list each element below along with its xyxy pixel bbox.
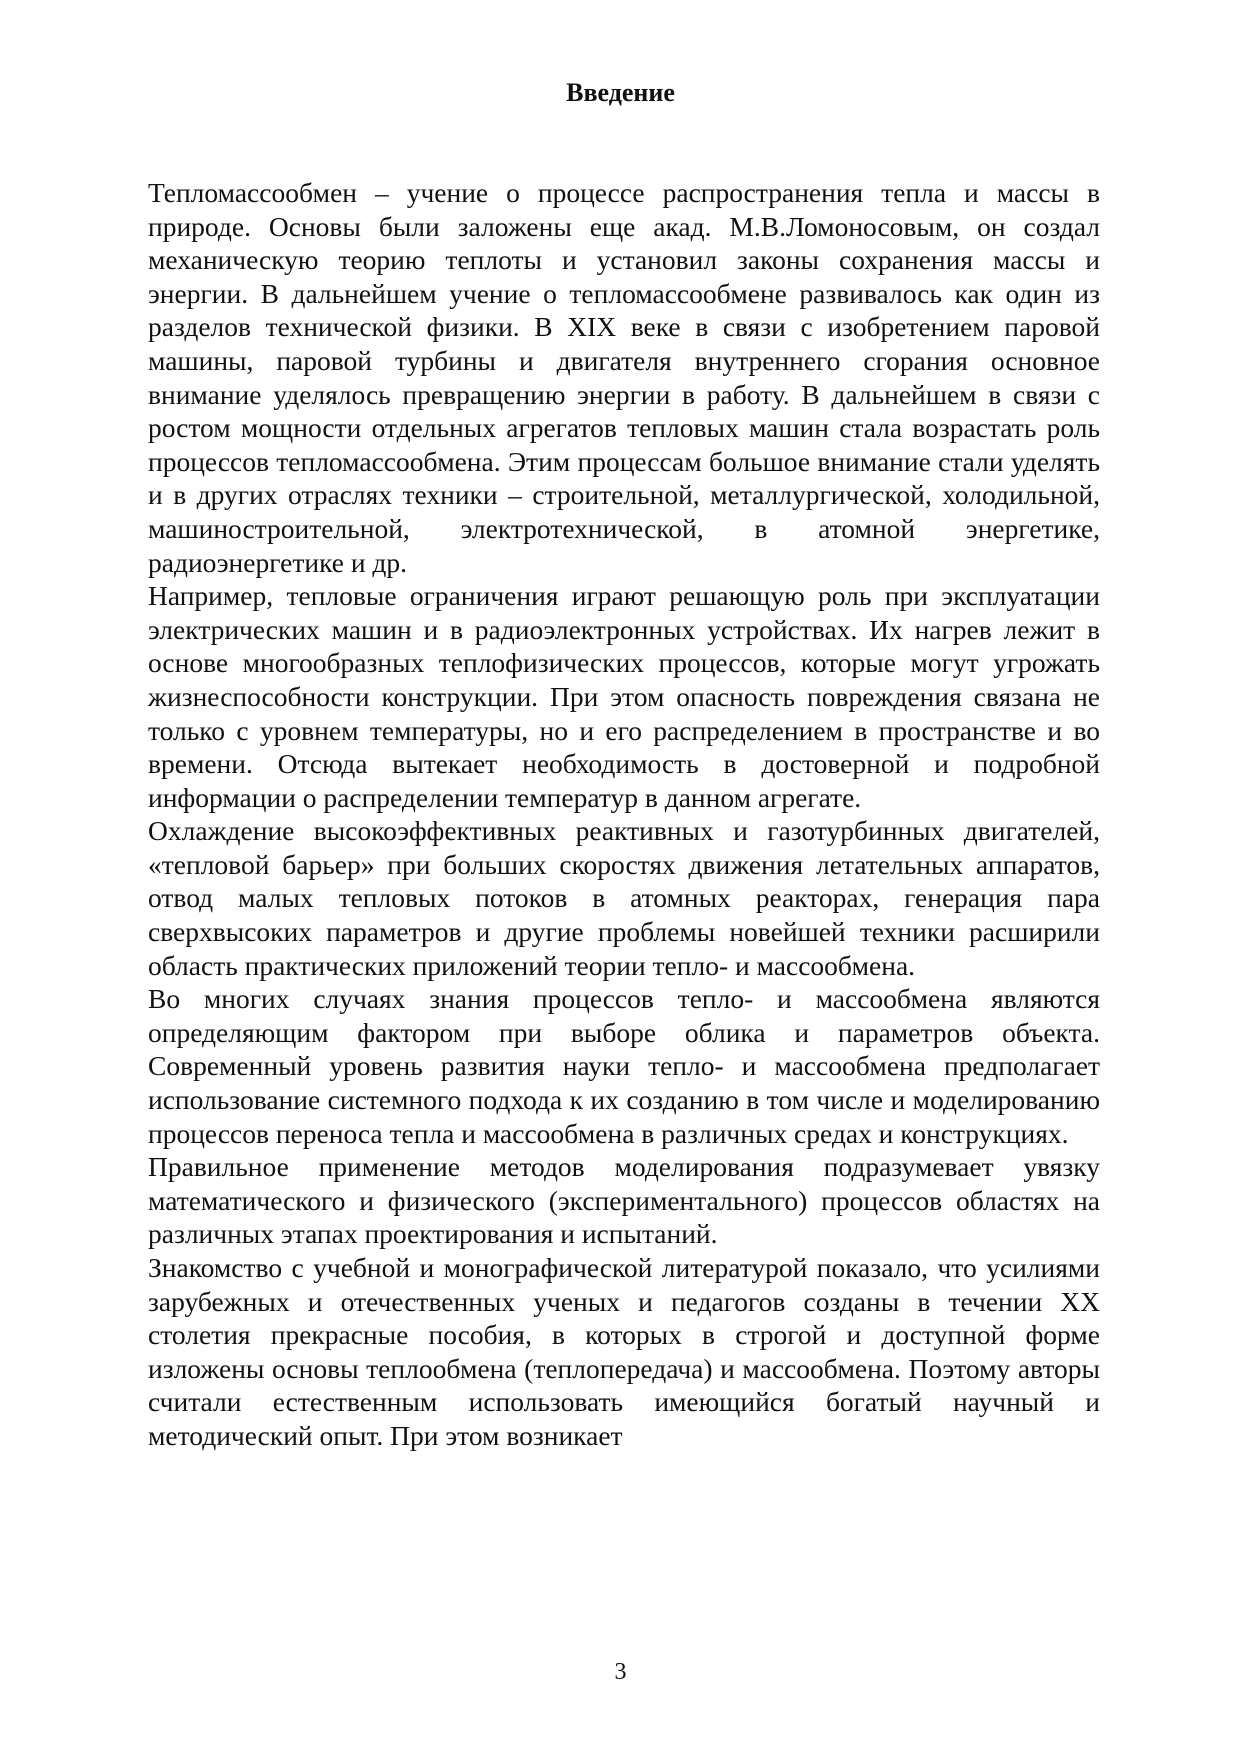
paragraph-intro: Тепломассообмен – учение о процессе распространения тепла и массы в природе. Основы были заложены еще акад. М.В.Ломоносовым, он создал механическую теорию теплоты и установил законы сохранения массы и энергии. В дальнейшем учение о тепломассообмене развивалось как один из разделов технической физики. В XIX веке в связи с изобретением паровой машины, паровой турбины и двигателя внутреннего сгорания основное внимание уделялось превращению энергии в работу. В дальнейшем в связи с ростом мощности отдельных агрегатов тепловых машин стала возрастать роль процессов тепломассообмена. Этим процессам большое внимание стали уделять и в других отраслях техники – строительной, металлургической, холодильной, машиностроительной, электротехнической, в атомной энергетике, радиоэнергетике и др.: [148, 177, 1100, 578]
page-title: Введение: [566, 78, 675, 107]
paragraph-modern-level: Во многих случаях знания процессов тепло- и массообмена являются определяющим фактором при выборе облика и параметров объекта. Современный уровень развития науки тепло- и массообмена предполагает использование системного подхода к их созданию в том числе и моделированию процессов переноса тепла и массообмена в различных средах и конструкциях.: [148, 983, 1100, 1149]
paragraph-cooling: Охлаждение высокоэффективных реактивных и газотурбинных двигателей, «тепловой барьер» при больших скоростях движения летательных аппаратов, отвод малых тепловых потоков в атомных реакторах, генерация пара сверхвысоких параметров и другие проблемы новейшей техники расширили область практических приложений теории тепло- и массообмена.: [148, 815, 1100, 981]
paragraph-literature: Знакомство с учебной и монографической литературой показало, что усилиями зарубежных и отечественных ученых и педагогов созданы в течении XX столетия прекрасные пособия, в которых в строгой и доступной форме изложены основы теплообмена (теплопередача) и массообмена. Поэтому авторы считали естественным использовать имеющийся богатый научный и методический опыт. При этом возникает: [148, 1252, 1100, 1451]
document-body: [148, 176, 1100, 1453]
page-number: 3: [614, 1659, 627, 1685]
paragraph-thermal-limits: Например, тепловые ограничения играют решающую роль при эксплуатации электрических машин и в радиоэлектронных устройствах. Их нагрев лежит в основе многообразных теплофизических процессов, которые могут угрожать жизнеспособности конструкции. При этом опасность повреждения связана не только с уровнем температуры, но и его распределением в пространстве и во времени. Отсюда вытекает необходимость в достоверной и подробной информации о распределении температур в данном агрегате.: [148, 580, 1100, 813]
paragraph-modeling: Правильное применение методов моделирования подразумевает увязку математического и физического (экспериментального) процессов областях на различных этапах проектирования и испытаний.: [148, 1151, 1100, 1250]
